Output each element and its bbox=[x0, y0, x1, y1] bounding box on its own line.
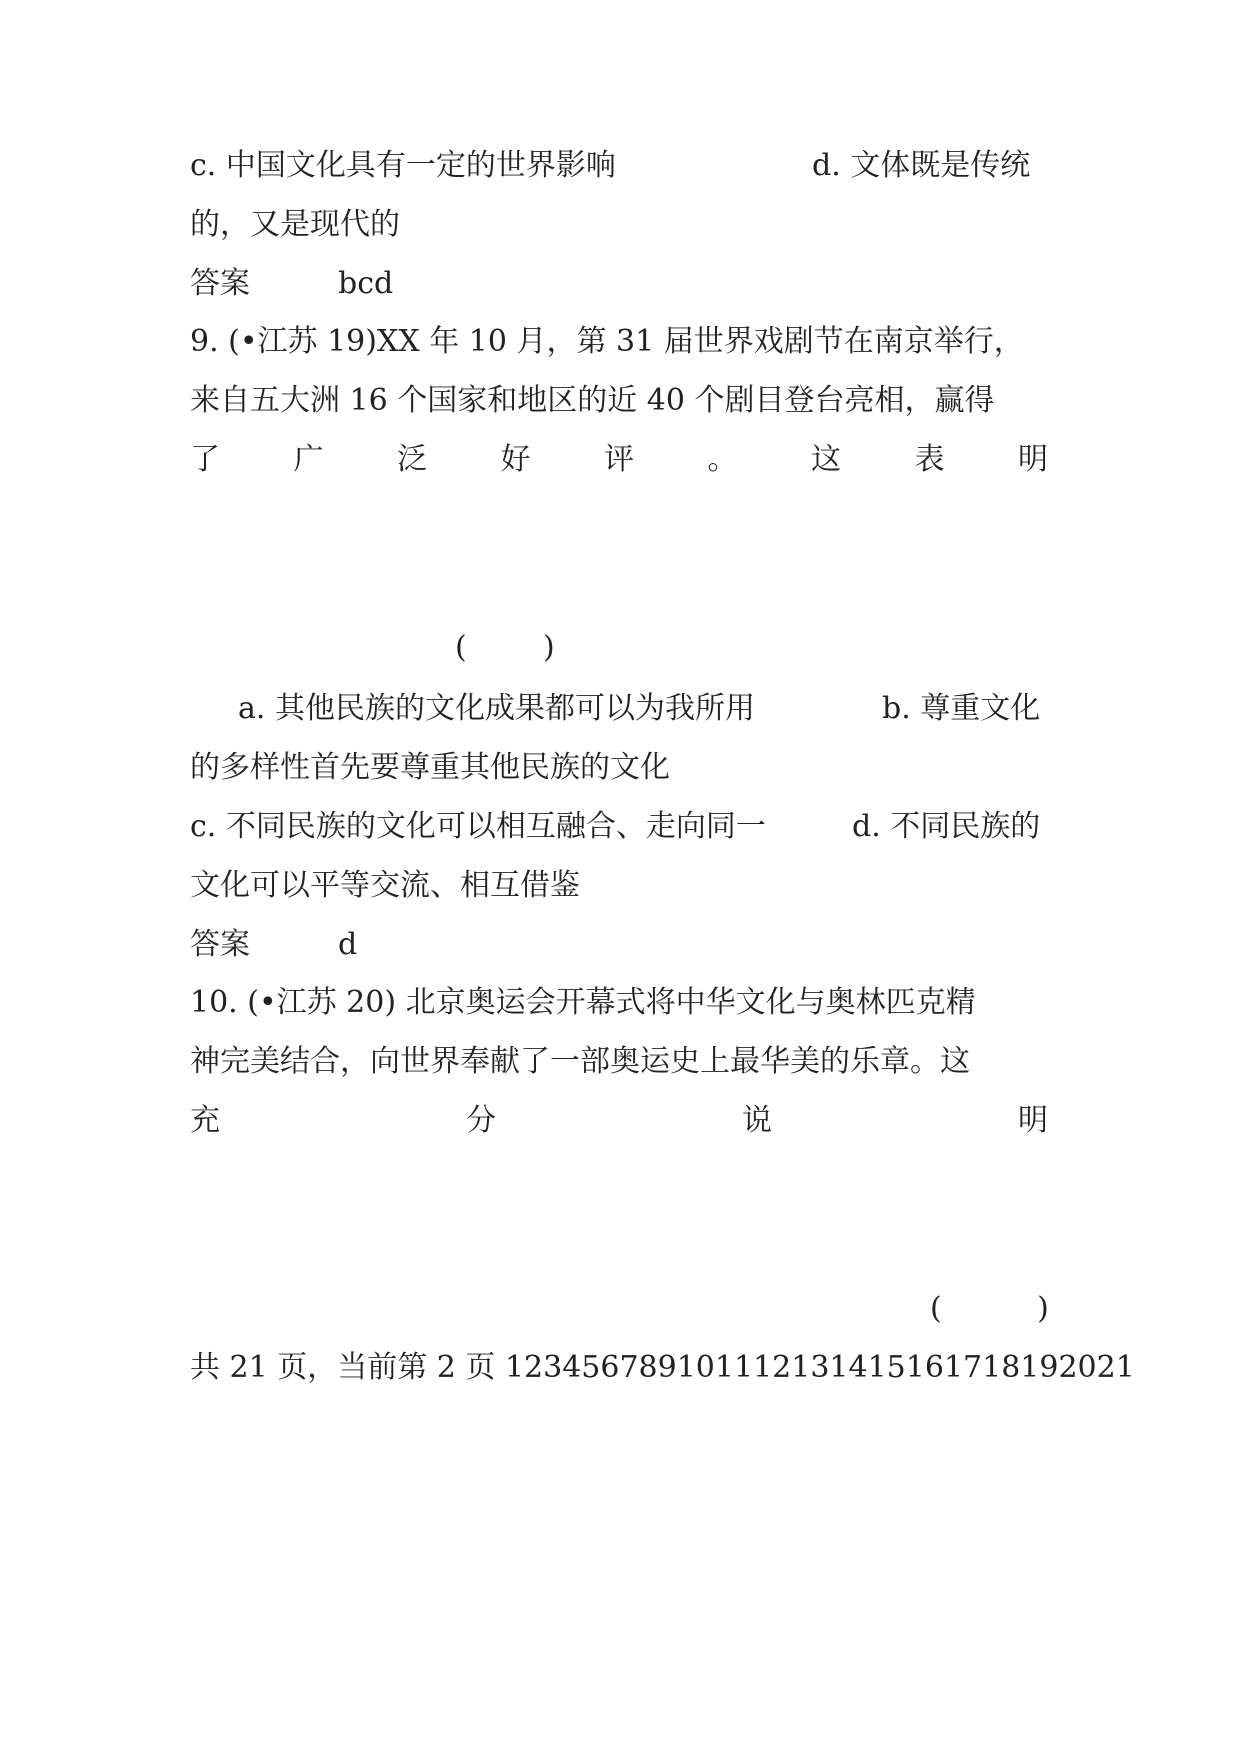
q9-stem-char: 表 bbox=[914, 442, 945, 477]
q10-stem-line-2: 神完美结合，向世界奉献了一部奥运史上最华美的乐章。这 bbox=[190, 1044, 970, 1079]
q10-stem-line-3 bbox=[190, 1101, 1048, 1141]
q8-option-d-continued: 的，又是现代的 bbox=[190, 207, 400, 242]
q9-stem-line-1: 9. (•江苏 19)XX 年 10 月，第 31 届世界戏剧节在南京举行， bbox=[190, 324, 1024, 359]
q10-stem-line-1: 10. (•江苏 20) 北京奥运会开幕式将中华文化与奥林匹克精 bbox=[190, 985, 976, 1020]
q9-option-c: c. 不同民族的文化可以相互融合、走向同一 bbox=[190, 809, 766, 844]
q9-answer-bracket: ( ) bbox=[455, 630, 555, 665]
q8-answer-value: bcd bbox=[338, 266, 394, 301]
q9-option-a: a. 其他民族的文化成果都可以为我所用 bbox=[238, 691, 755, 726]
q9-option-b: b. 尊重文化 bbox=[882, 691, 1041, 726]
q9-stem-char: 明 bbox=[1018, 442, 1048, 477]
q9-stem-char: 。 bbox=[707, 442, 738, 477]
q9-stem-char: 这 bbox=[811, 442, 841, 477]
q10-stem-char: 充 bbox=[190, 1103, 220, 1138]
q9-stem-line-2: 来自五大洲 16 个国家和地区的近 40 个剧目登台亮相，赢得 bbox=[190, 383, 995, 418]
q9-stem-char: 了 bbox=[190, 442, 220, 477]
q9-option-d: d. 不同民族的 bbox=[852, 809, 1041, 844]
q9-answer-value: d bbox=[338, 927, 358, 962]
q8-option-d: d. 文体既是传统 bbox=[812, 148, 1031, 183]
q9-answer-label: 答案 bbox=[190, 927, 250, 962]
q9-stem-char: 泛 bbox=[397, 442, 427, 477]
q8-option-c: c. 中国文化具有一定的世界影响 bbox=[190, 148, 616, 183]
page-footer: 共 21 页，当前第 2 页 123456789101112131415161718192021 bbox=[190, 1350, 1135, 1385]
q9-stem-char: 好 bbox=[500, 442, 531, 477]
q10-stem-char: 明 bbox=[1018, 1103, 1048, 1138]
q9-option-b-continued: 的多样性首先要尊重其他民族的文化 bbox=[190, 750, 670, 785]
q9-stem-line-3 bbox=[190, 440, 1048, 480]
q10-answer-bracket: ( ) bbox=[930, 1291, 1049, 1326]
q9-option-d-continued: 文化可以平等交流、相互借鉴 bbox=[190, 868, 580, 903]
q10-stem-char: 分 bbox=[466, 1103, 496, 1138]
q8-answer-label: 答案 bbox=[190, 266, 250, 301]
q9-stem-char: 评 bbox=[604, 442, 634, 477]
q10-stem-char: 说 bbox=[742, 1103, 772, 1138]
q9-stem-char: 广 bbox=[293, 442, 324, 477]
